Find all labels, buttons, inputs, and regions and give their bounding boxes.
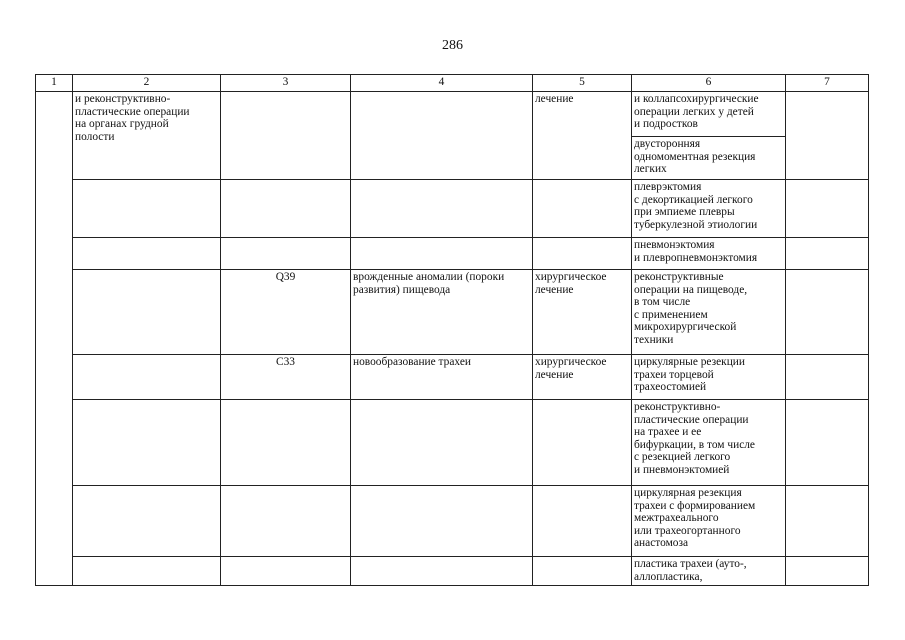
table-row <box>36 355 869 400</box>
col2-cell <box>73 270 221 355</box>
table-row <box>36 180 869 238</box>
col6-cell: пневмонэктомия и плевропневмонэктомия <box>632 238 786 270</box>
col6-cell: реконструктивные операции на пищеводе, в том числе с применением микрохирургической техники <box>632 270 786 355</box>
col5-treatment-cell: хирургическое лечение <box>533 355 632 400</box>
col4-cell <box>351 486 533 557</box>
header-cell-6: 6 <box>632 75 786 92</box>
col4-cell <box>351 238 533 270</box>
col3-cell <box>221 238 351 270</box>
table-row <box>36 400 869 486</box>
header-row <box>36 75 869 92</box>
col7-cell <box>786 557 869 586</box>
header-cell-5: 5 <box>533 75 632 92</box>
col7-cell <box>786 355 869 400</box>
table-row <box>36 270 869 355</box>
col5-cell <box>533 486 632 557</box>
col2-cell <box>73 486 221 557</box>
table-row <box>36 557 869 586</box>
col2-cell <box>73 180 221 238</box>
col4-cell <box>351 92 533 180</box>
col7-cell <box>786 270 869 355</box>
col6-cell: пластика трахеи (ауто-, аллопластика, <box>632 557 786 586</box>
table-row <box>36 486 869 557</box>
col5-cell <box>533 180 632 238</box>
col3-code-cell: Q39 <box>221 270 351 355</box>
col2-cell <box>73 557 221 586</box>
col3-cell <box>221 486 351 557</box>
table-row <box>36 238 869 270</box>
col5-cell <box>533 557 632 586</box>
col3-cell <box>221 557 351 586</box>
col1-cell <box>36 92 73 586</box>
col2-cell <box>73 238 221 270</box>
col4-cell <box>351 557 533 586</box>
col6-cell: двусторонняя одномоментная резекция легких <box>632 137 786 180</box>
col3-cell <box>221 180 351 238</box>
col2-cell <box>73 400 221 486</box>
col7-cell <box>786 486 869 557</box>
col7-cell <box>786 238 869 270</box>
header-cell-2: 2 <box>73 75 221 92</box>
header-cell-3: 3 <box>221 75 351 92</box>
col3-code-cell: C33 <box>221 355 351 400</box>
header-cell-1: 1 <box>36 75 73 92</box>
services-table <box>35 74 869 586</box>
col4-diagnosis-cell: новообразование трахеи <box>351 355 533 400</box>
header-cell-7: 7 <box>786 75 869 92</box>
header-cell-4: 4 <box>351 75 533 92</box>
col7-cell <box>786 180 869 238</box>
table-header <box>36 75 869 92</box>
col3-cell <box>221 92 351 180</box>
col4-cell <box>351 400 533 486</box>
page-number: 286 <box>442 38 463 53</box>
col5-cell: лечение <box>533 92 632 180</box>
col7-cell <box>786 400 869 486</box>
col5-cell <box>533 400 632 486</box>
col4-cell <box>351 180 533 238</box>
col3-cell <box>221 400 351 486</box>
table-body <box>36 92 869 586</box>
col2-cell <box>73 355 221 400</box>
col6-cell: реконструктивно- пластические операции на трахее и ее бифуркации, в том числе с резекцией легкого и пневмонэктомией <box>632 400 786 486</box>
col2-cell: и реконструктивно- пластические операции на органах грудной полости <box>73 92 221 180</box>
col4-diagnosis-cell: врожденные аномалии (пороки развития) пищевода <box>351 270 533 355</box>
col6-cell: и коллапсохирургические операции легких у детей и подростков <box>632 92 786 137</box>
col5-cell <box>533 238 632 270</box>
col5-treatment-cell: хирургическое лечение <box>533 270 632 355</box>
col6-cell: циркулярная резекция трахеи с формированием межтрахеального или трахеогортанного анастомоза <box>632 486 786 557</box>
col6-cell: плеврэктомия с декортикацией легкого при эмпиеме плевры туберкулезной этиологии <box>632 180 786 238</box>
col6-cell: циркулярные резекции трахеи торцевой трахеостомией <box>632 355 786 400</box>
table-row <box>36 92 869 137</box>
col7-cell <box>786 92 869 180</box>
